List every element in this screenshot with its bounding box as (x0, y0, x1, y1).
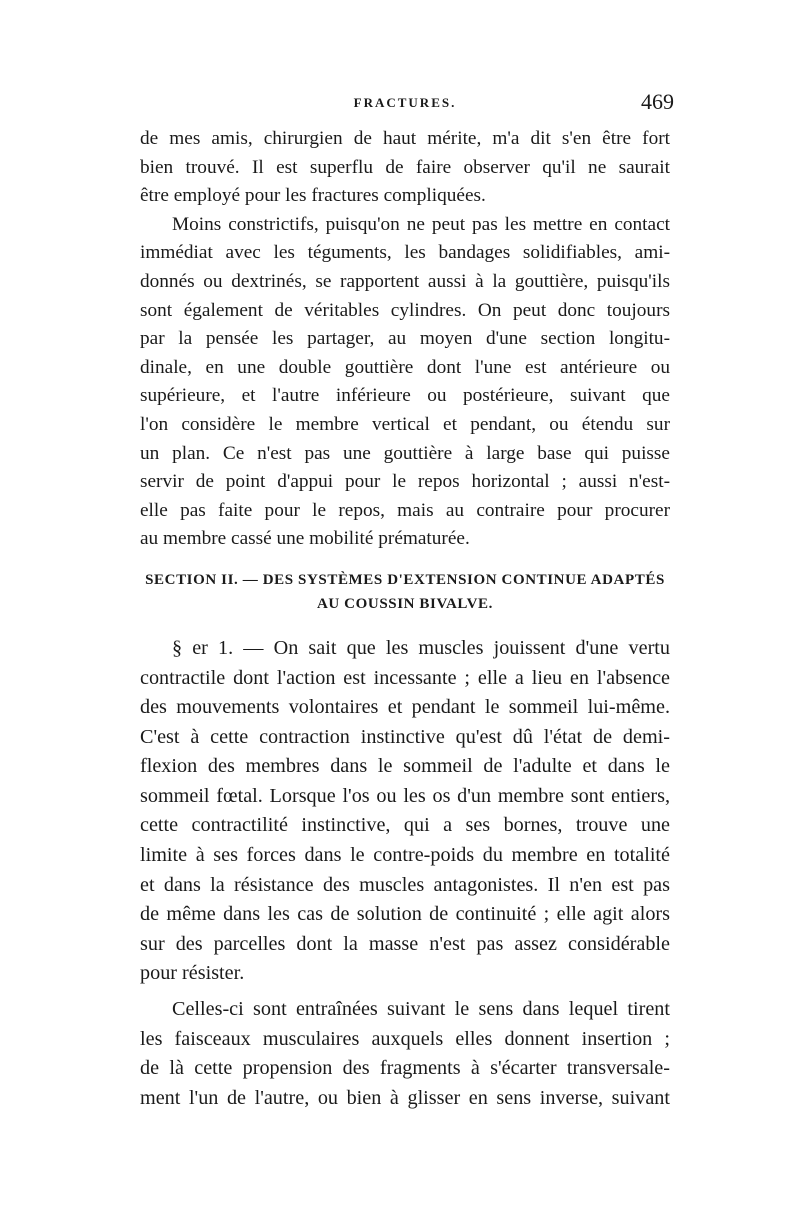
text-line: des mouvements volontaires et pendant le sommeil lui-même. (140, 696, 670, 719)
text-line: un plan. Ce n'est pas une gouttière à large base qui puisse (140, 442, 670, 464)
text-line: de là cette propension des fragments à s'écarter transversale- (140, 1057, 670, 1080)
text-line: cette contractilité instinctive, qui a ses bornes, trouve une (140, 814, 670, 837)
text-line: être employé pour les fractures compliquées. (140, 185, 486, 207)
paragraph-section-1 (140, 634, 670, 989)
text-line: de même dans les cas de solution de continuité ; elle agit alors (140, 903, 670, 926)
text-line: Celles-ci sont entraînées suivant le sens dans lequel tirent (172, 998, 670, 1021)
text-line: bien trouvé. Il est superflu de faire observer qu'il ne saurait (140, 156, 670, 178)
text-line: supérieure, et l'autre inférieure ou postérieure, suivant que (140, 385, 670, 407)
text-line: limite à ses forces dans le contre-poids du membre en totalité (140, 844, 670, 867)
text-line: contractile dont l'action est incessante ; elle a lieu en l'absence (140, 666, 670, 689)
text-line: au membre cassé une mobilité prématurée. (140, 528, 470, 550)
text-line: flexion des membres dans le sommeil de l'adulte et dans le (140, 755, 670, 778)
text-line: sur des parcelles dont la masse n'est pas assez considérable (140, 932, 670, 955)
text-line: ment l'un de l'autre, ou bien à glisser en sens inverse, suivant (140, 1086, 670, 1109)
text-line: elle pas faite pour le repos, mais au contraire pour procurer (140, 499, 670, 521)
text-line: C'est à cette contraction instinctive qu'est dû l'état de demi- (140, 725, 670, 748)
text-line: donnés ou dextrinés, se rapportent aussi à la gouttière, puisqu'ils (140, 270, 670, 292)
text-line: pour résister. (140, 962, 245, 985)
paragraph-fragments (140, 995, 670, 1113)
section-heading (140, 568, 670, 616)
text-line: de mes amis, chirurgien de haut mérite, m'a dit s'en être fort (140, 128, 670, 149)
text-line: sommeil fœtal. Lorsque l'os ou les os d'un membre sont entiers, (140, 784, 670, 807)
text-line: sont également de véritables cylindres. On peut donc toujours (140, 299, 670, 321)
text-line: dinale, en une double gouttière dont l'une est antérieure ou (140, 356, 670, 378)
paragraph-bandages (140, 211, 670, 554)
text-line: l'on considère le membre vertical et pendant, ou étendu sur (140, 413, 670, 435)
text-line: § er 1. — On sait que les muscles jouissent d'une vertu (172, 636, 670, 659)
text-line: immédiat avec les téguments, les bandages solidifiables, ami- (140, 242, 670, 264)
text-line: les faisceaux musculaires auxquels elles donnent insertion ; (140, 1027, 670, 1050)
page-number: 469 (641, 89, 674, 114)
text-line: servir de point d'appui pour le repos horizontal ; aussi n'est- (140, 471, 670, 493)
text-line: et dans la résistance des muscles antagonistes. Il n'en est pas (140, 873, 670, 896)
section-heading-line: AU COUSSIN BIVALVE. (316, 595, 494, 612)
book-page (140, 89, 674, 1113)
text-line: par la pensée les partager, au moyen d'une section longitu- (140, 328, 670, 350)
text-line: Moins constrictifs, puisqu'on ne peut pas les mettre en contact (172, 213, 670, 235)
running-title: FRACTURES. (353, 95, 457, 110)
running-header (140, 89, 674, 125)
paragraph-continuation (140, 125, 670, 211)
section-heading-line: SECTION II. — DES SYSTÈMES D'EXTENSION CONTINUE ADAPTÉS (145, 571, 665, 588)
